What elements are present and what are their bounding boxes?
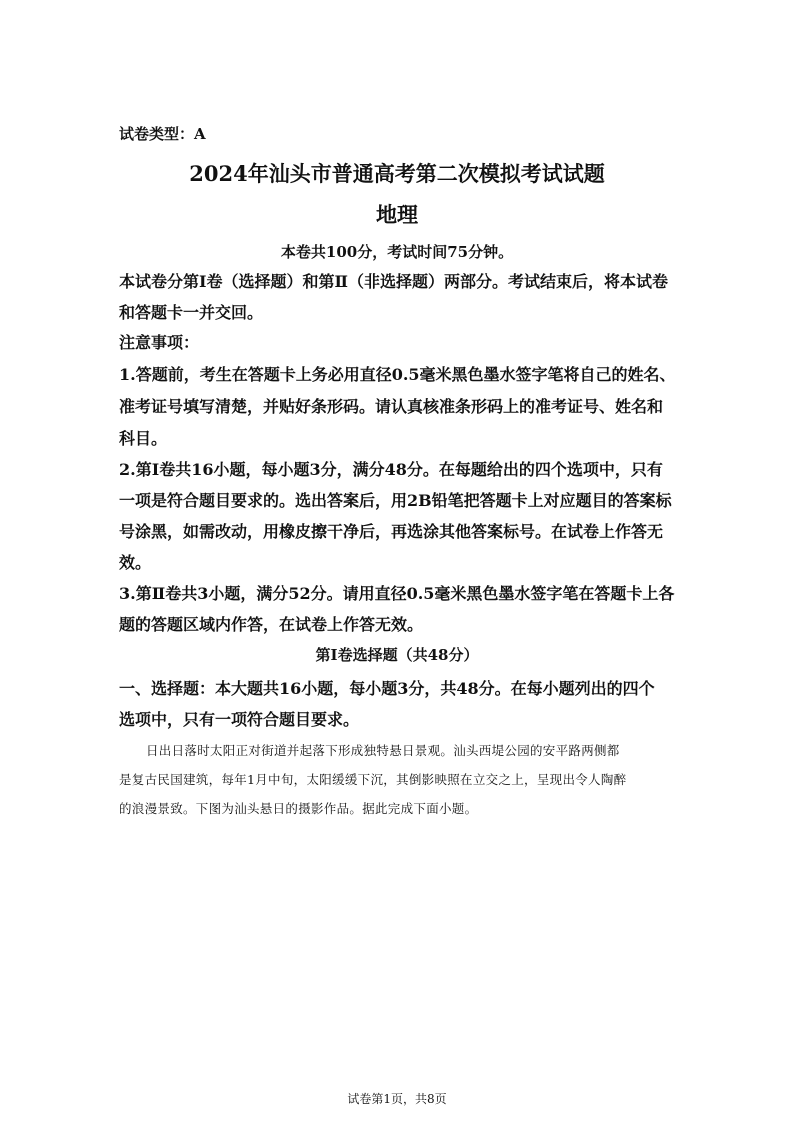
intro-line-2: 和答题卡一并交回。	[119, 303, 264, 322]
paper-type: 试卷类型：A	[119, 125, 206, 143]
passage-line: 的浪漫景致。下图为汕头悬日的摄影作品。据此完成下面小题。	[119, 801, 478, 816]
notice-line: 题的答题区域内作答，在试卷上作答无效。	[119, 615, 424, 634]
notice-line: 效。	[119, 553, 152, 572]
notice-heading: 注意事项：	[119, 333, 200, 352]
passage-line: 日出日落时太阳正对街道并起落下形成独特悬日景观。汕头西堤公园的安平路两侧都	[146, 743, 620, 758]
subject-title: 地理	[376, 202, 418, 227]
notice-line: 3.第Ⅱ卷共3小题，满分52分。请用直径0.5毫米黑色墨水签字笔在答题卡上各	[119, 584, 675, 603]
notice-line: 科目。	[119, 429, 168, 448]
notice-line: 2.第Ⅰ卷共16小题，每小题3分，满分48分。在每题给出的四个选项中，只有	[119, 460, 663, 479]
notice-line: 1.答题前，考生在答题卡上务必用直径0.5毫米黑色墨水签字笔将自己的姓名、	[119, 365, 676, 384]
page-footer: 试卷第1页，共8页	[347, 1092, 447, 1106]
intro-line-1: 本试卷分第Ⅰ卷（选择题）和第Ⅱ（非选择题）两部分。考试结束后，将本试卷	[119, 272, 668, 291]
passage-line: 是复古民国建筑，每年1月中旬，太阳缓缓下沉，其倒影映照在立交之上，呈现出令人陶醉	[119, 772, 627, 787]
notice-line: 一项是符合题目要求的。选出答案后，用2B铅笔把答题卡上对应题目的答案标	[119, 491, 672, 510]
notice-line: 号涂黑，如需改动，用橡皮擦干净后，再选涂其他答案标号。在试卷上作答无	[119, 522, 664, 541]
score-time: 本卷共100分，考试时间75分钟。	[280, 243, 514, 261]
notice-line: 准考证号填写清楚，并贴好条形码。请认真核准条形码上的准考证号、姓名和	[119, 397, 664, 416]
section-instruction: 选项中，只有一项符合题目要求。	[119, 710, 360, 729]
section-instruction: 一、选择题：本大题共16小题，每小题3分，共48分。在每小题列出的四个	[119, 679, 655, 698]
exam-title: 2024年汕头市普通高考第二次模拟考试试题	[189, 161, 605, 186]
section-title: 第Ⅰ卷选择题（共48分）	[315, 646, 479, 664]
